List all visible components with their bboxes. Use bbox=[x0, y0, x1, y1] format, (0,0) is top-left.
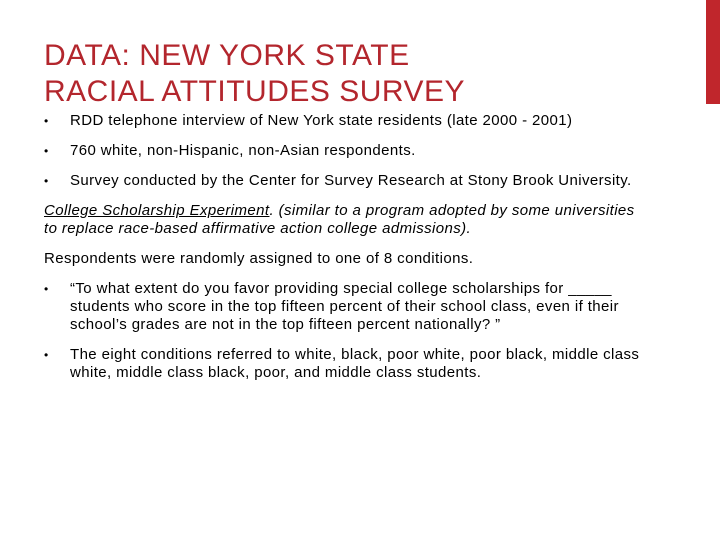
experiment-heading: College Scholarship Experiment bbox=[44, 202, 270, 219]
accent-bar bbox=[706, 0, 720, 104]
slide-title-line-1: DATA: NEW YORK STATE bbox=[44, 39, 410, 73]
experiment-paragraph bbox=[44, 202, 644, 238]
bullet-item bbox=[44, 172, 644, 190]
bullet-text: 760 white, non-Hispanic, non-Asian respondents. bbox=[70, 142, 416, 159]
bullet-icon: • bbox=[44, 144, 49, 158]
bullet-item bbox=[44, 142, 644, 160]
slide-title bbox=[44, 38, 684, 110]
bullet-icon: • bbox=[44, 114, 49, 128]
slide-title-line-2: RACIAL ATTITUDES SURVEY bbox=[44, 75, 466, 109]
bullet-text: The eight conditions referred to white, black, poor white, poor black, middle class white, middle class black, poor, and middle class students. bbox=[70, 346, 640, 381]
bullet-text: RDD telephone interview of New York state residents (late 2000 - 2001) bbox=[70, 112, 573, 129]
assignment-paragraph: Respondents were randomly assigned to one of 8 conditions. bbox=[44, 250, 474, 267]
bullet-icon: • bbox=[44, 348, 49, 362]
bullet-icon: • bbox=[44, 174, 49, 188]
experiment-text: . (similar to a program adopted by some universities to replace race-based affirmative action college admissions). bbox=[44, 202, 635, 237]
bullet-text: “To what extent do you favor providing special college scholarships for _____ students who score in the top fifteen percent of their school class, even if their school’s grades are not in the top fifteen percent nationally? ” bbox=[70, 280, 619, 333]
bullet-icon: • bbox=[44, 282, 49, 296]
bullet-item bbox=[44, 112, 644, 130]
bullet-text: Survey conducted by the Center for Survey Research at Stony Brook University. bbox=[70, 172, 632, 189]
bullet-item bbox=[44, 280, 644, 334]
bullet-item bbox=[44, 346, 644, 382]
slide-body bbox=[44, 112, 644, 394]
